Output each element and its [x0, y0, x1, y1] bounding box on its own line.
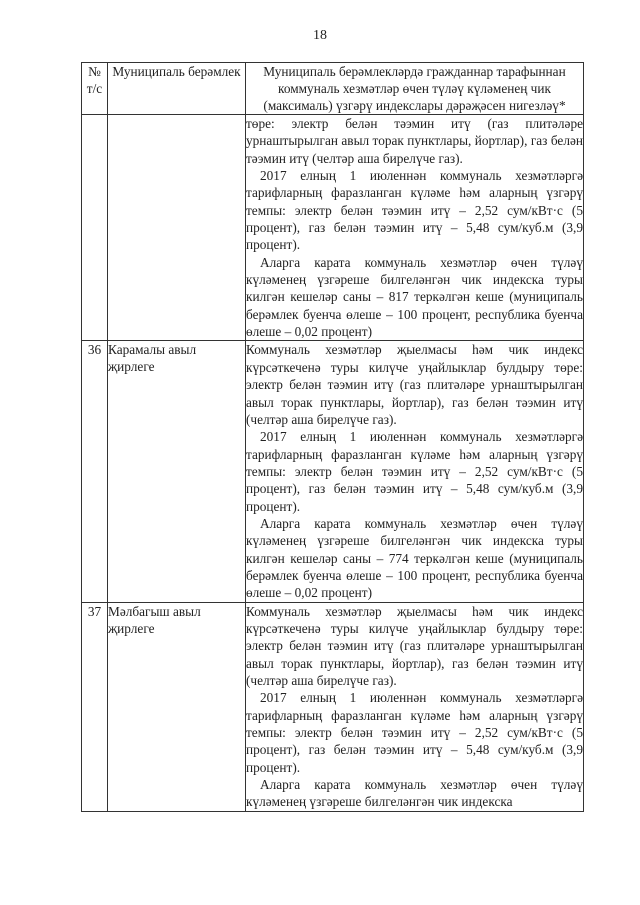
municipality-name: Карамалы авыл җирлеге	[108, 341, 246, 602]
description-paragraph: Аларга карата коммуналь хезмәтләр өчен түләү күләменең үзгәреше билгеләнгән чик индекска туры килгән кешеләр саны – 774 теркәлгән кеше (муниципаль берәмлек буенча өлеше – 100 процент, республика буенча өлеше – 0,02 процент)	[246, 515, 583, 601]
table-row	[82, 602, 584, 811]
header-description: Муниципаль берәмлекләрдә гражданнар тарафыннан коммуналь хезмәтләр өчен түләү күләменең чик (максималь) үзгәрү индекслары дәрәҗәсен нигезләү*	[246, 63, 584, 115]
header-number: № т/с	[82, 63, 108, 115]
description-paragraph: Аларга карата коммуналь хезмәтләр өчен түләү күләменең үзгәреше билгеләнгән чик индекска	[246, 777, 583, 810]
description-paragraph: Коммуналь хезмәтләр җыелмасы һәм чик индекс күрсәткеченә туры килүче уңайлыклар булдыру төре: электр белән тәэмин итү (газ плитәләре урнаштырылган авыл торак пунктлары, йортлар), газ белән тәэмин итү (челтәр аша бирелүче газ).	[246, 603, 583, 688]
description-paragraph: Коммуналь хезмәтләр җыелмасы һәм чик индекс күрсәткеченә туры килүче уңайлыклар булдыру төре: электр белән тәэмин итү (газ плитәләре урнаштырылган авыл торак пунктлары, йортлар), газ белән тәэмин итү (челтәр аша бирелүче газ).	[246, 342, 583, 427]
row-number: 36	[82, 341, 108, 602]
row-number: 37	[82, 602, 108, 811]
description-paragraph: Аларга карата коммуналь хезмәтләр өчен түләү күләменең үзгәреше билгеләнгән чик индекска туры килгән кешеләр саны – 817 теркәлгән кеше (муниципаль берәмлек буенча өлеше – 100 процент, республика буенча өлеше – 0,02 процент)	[246, 254, 583, 340]
description-paragraph: төре: электр белән тәэмин итү (газ плитәләре урнаштырылган авыл торак пунктлары, йортлар), газ белән тәэмин итү (челтәр аша бирелүче газ).	[246, 116, 583, 166]
municipality-name	[108, 115, 246, 341]
row-number	[82, 115, 108, 341]
description-paragraph: 2017 елның 1 июленнән коммуналь хезмәтләргә тарифларның фаразланган күләме һәм аларның үзгәрү темпы: электр белән тәэмин итү – 2,52 сум/кВт·с (5 процент), газ белән тәэмин итү – 5,48 сум/куб.м (3,9 процент).	[246, 168, 583, 253]
header-municipality: Муниципаль берәмлек	[108, 63, 246, 115]
table-row	[82, 341, 584, 602]
description-paragraph: 2017 елның 1 июленнән коммуналь хезмәтләргә тарифларның фаразланган күләме һәм аларның үзгәрү темпы: электр белән тәэмин итү – 2,52 сум/кВт·с (5 процент), газ белән тәэмин итү – 5,48 сум/куб.м (3,9 процент).	[246, 690, 583, 775]
row-description	[246, 115, 584, 341]
page-number: 18	[313, 28, 327, 43]
table-row	[82, 115, 584, 341]
description-paragraph: 2017 елның 1 июленнән коммуналь хезмәтләргә тарифларның фаразланган күләме һәм аларның үзгәрү темпы: электр белән тәэмин итү – 2,52 сум/кВт·с (5 процент), газ белән тәэмин итү – 5,48 сум/куб.м (3,9 процент).	[246, 429, 583, 514]
municipality-name: Мәлбагыш авыл җирлеге	[108, 602, 246, 811]
table-header-row	[82, 63, 584, 115]
tariff-table	[81, 62, 584, 812]
row-description	[246, 602, 584, 811]
row-description	[246, 341, 584, 602]
